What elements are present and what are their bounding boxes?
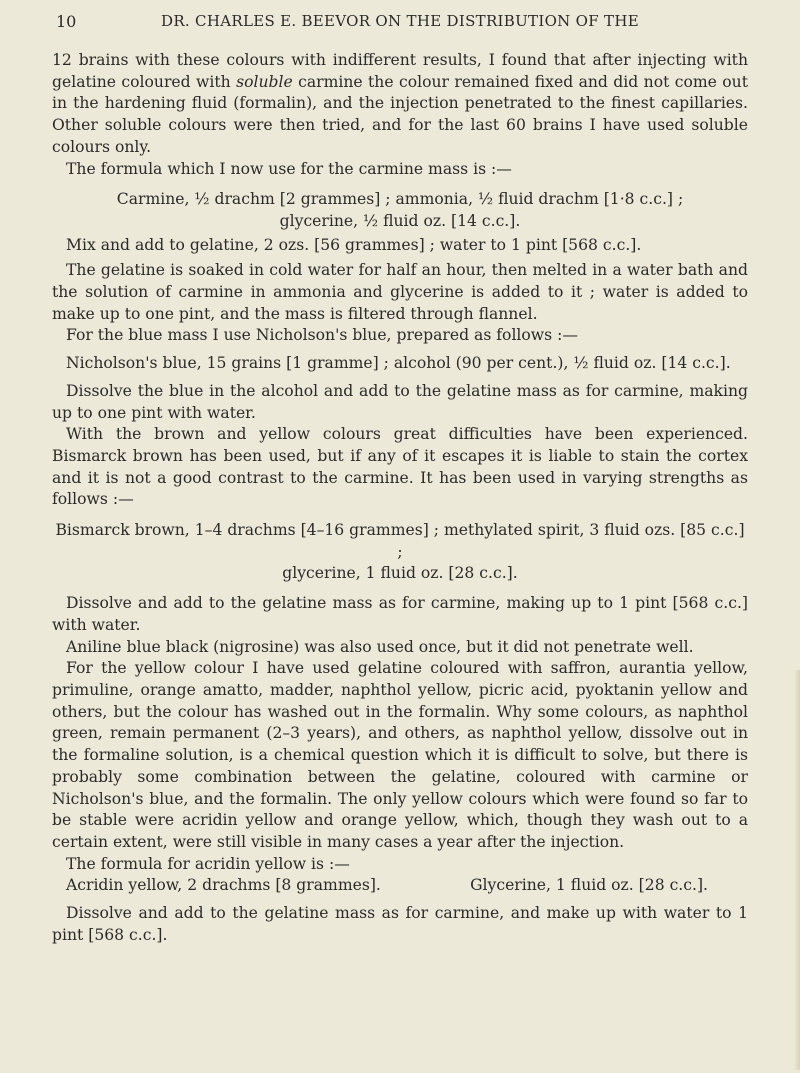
paragraph-3: The gelatine is soaked in cold water for half an hour, then melted in a water bath and the solution of carmine in ammonia and glycerine is added to it ; water is added to make up to one pint, and the mass is filtered through flannel. [52, 261, 748, 323]
paragraph-10: The formula for acridin yellow is :— [66, 854, 350, 873]
page-body [52, 50, 748, 946]
paragraph-11: Dissolve and add to the gelatine mass as for carmine, and make up with water to 1 pint [568 c.c.]. [52, 904, 748, 944]
paragraph-1 [52, 50, 748, 159]
paragraph-2: The formula which I now use for the carmine mass is :— [66, 159, 512, 178]
brown-formula [52, 520, 748, 585]
blue-formula: Nicholson's blue, 15 grains [1 gramme] ; alcohol (90 per cent.), ½ fluid oz. [14 c.c.]. [66, 354, 731, 373]
paragraph-9: For the yellow colour I have used gelatine coloured with saffron, aurantia yellow, primuline, orange amatto, madder, naphthol yellow, picric acid, pyoktanin yellow and others, but the colour has washed out in the formalin. Why some colours, as naphthol green, remain permanent (2–3 years), and others, as naphthol yellow, dissolve out in the formaline solution, is a chemical question which it is difficult to solve, but there is probably some combination between the gelatine, coloured with carmine or Nicholson's blue, and the formalin. The only yellow colours which were found so far to be stable were acridin yellow and orange yellow, which, though they wash out to a certain extent, were still visible in many cases a year after the injection. [52, 659, 748, 851]
paragraph-1-text-b: carmine the colour remained fixed and did not come out in the hardening fluid (formalin), and the injection penetrated to the finest capillaries. Other soluble colours were then tried, and for the last 60 brains I have used soluble colours only. [52, 72, 748, 156]
carmine-mix-instruction: Mix and add to gelatine, 2 ozs. [56 grammes] ; water to 1 pint [568 c.c.]. [66, 235, 642, 254]
carmine-formula-line-2: glycerine, ½ fluid oz. [14 c.c.]. [279, 211, 521, 230]
paragraph-5: Dissolve the blue in the alcohol and add to the gelatine mass as for carmine, making up to one pint with water. [52, 381, 748, 422]
running-title: DR. CHARLES E. BEEVOR ON THE DISTRIBUTION OF THE [161, 12, 639, 30]
carmine-formula [52, 189, 748, 232]
paragraph-7: Dissolve and add to the gelatine mass as for carmine, making up to 1 pint [568 c.c.] with water. [52, 594, 748, 634]
paragraph-6: With the brown and yellow colours great difficulties have been experienced. Bismarck brown has been used, but if any of it escapes it is liable to stain the cortex and it is not a good contrast to the carmine. It has been used in varying strengths as follows :— [52, 425, 748, 509]
page-header [52, 12, 748, 38]
paragraph-4: For the blue mass I use Nicholson's blue, prepared as follows :— [66, 326, 578, 345]
acridin-formula-part-1: Acridin yellow, 2 drachms [8 grammes]. [66, 876, 381, 895]
acridin-formula [52, 875, 748, 897]
paragraph-1-text-a: 12 brains with these colours with indifferent results, I found that after injecting with gelatine coloured with [52, 51, 748, 91]
carmine-formula-line-1: Carmine, ½ drachm [2 grammes] ; ammonia, ½ fluid drachm [1·8 c.c.] ; [116, 190, 684, 209]
acridin-formula-part-2: Glycerine, 1 fluid oz. [28 c.c.]. [470, 876, 708, 895]
brown-formula-line-2: glycerine, 1 fluid oz. [28 c.c.]. [282, 564, 518, 583]
brown-formula-line-1: Bismarck brown, 1–4 drachms [4–16 grammes] ; methylated spirit, 3 fluid ozs. [85 c.c.] ; [55, 521, 745, 561]
paragraph-1-emphasis: soluble [236, 72, 293, 91]
paragraph-8: Aniline blue black (nigrosine) was also used once, but it did not penetrate well. [66, 637, 694, 656]
page-edge-shadow [794, 670, 800, 1070]
page-number: 10 [56, 12, 77, 31]
